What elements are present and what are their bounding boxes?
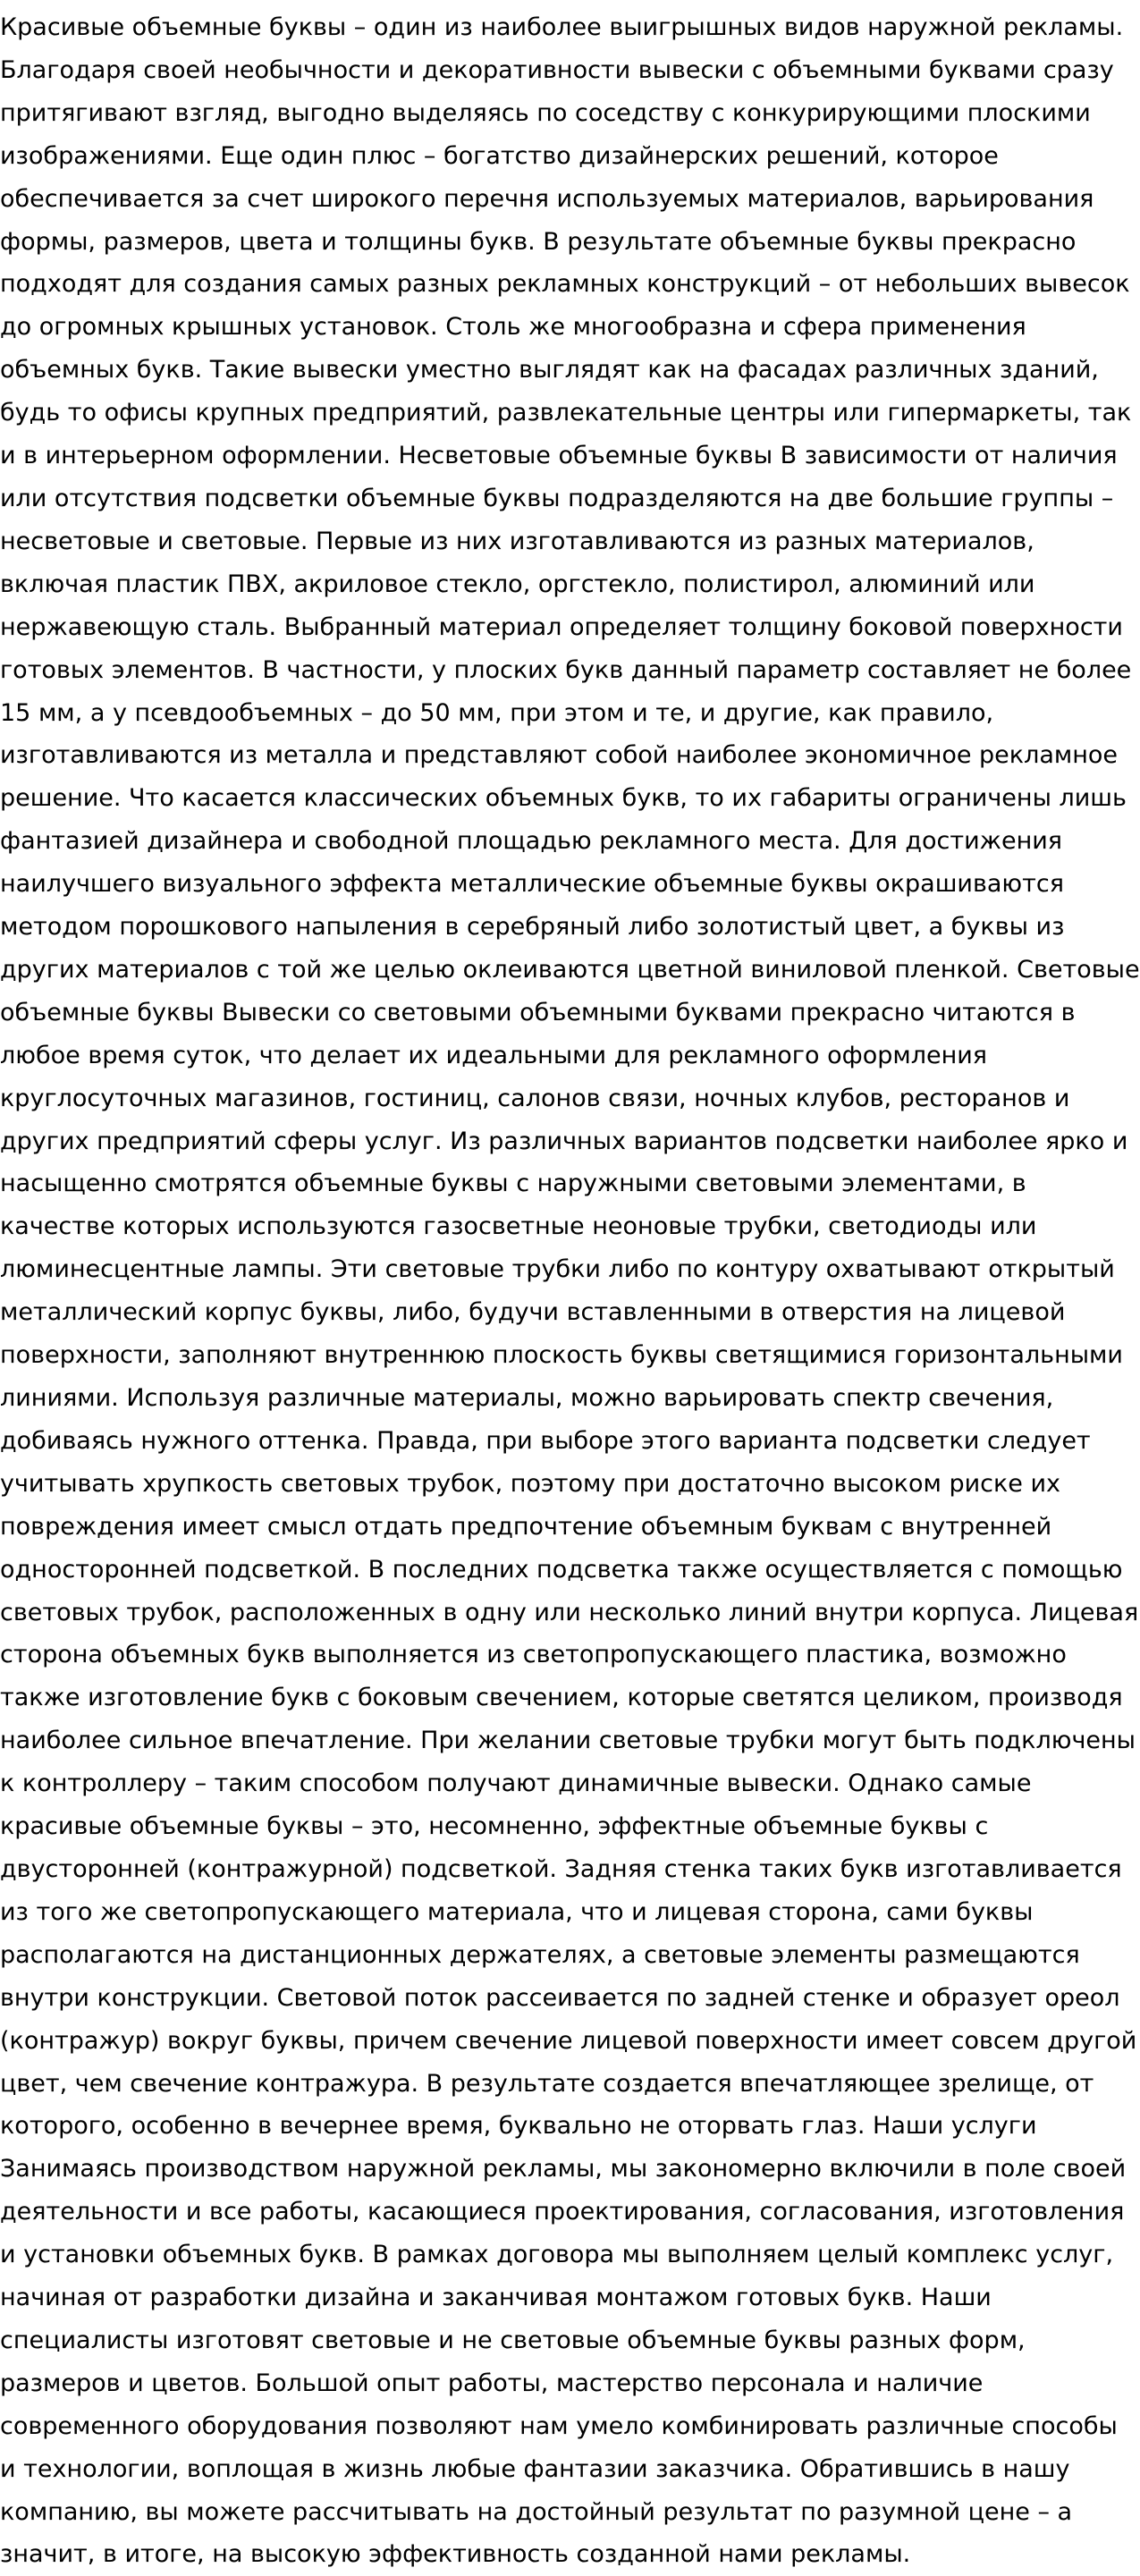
article-text: Красивые объемные буквы – один из наиболее выигрышных видов наружной рекламы. Благодаря своей необычности и декоративности вывески с объемными буквами сразу притягивают взгляд, выгодно выделяясь по соседству с конкурирующими плоскими изображениями. Еще один плюс – богатство дизайнерских решений, которое обеспечивается за счет широкого перечня используемых материалов, варьирования формы, размеров, цвета и толщины букв. В результате объемные буквы прекрасно подходят для создания самых разных рекламных конструкций – от небольших вывесок до огромных крышных установок. Столь же многообразна и сфера применения объемных букв. Такие вывески уместно выглядят как на фасадах различных зданий, будь то офисы крупных предприятий, развлекательные центры или гипермаркеты, так и в интерьерном оформлении. Несветовые объемные буквы В зависимости от наличия или отсутствия подсветки объемные буквы подразделяются на две большие группы – несветовые и световые. Первые из них изготавливаются из разных материалов, включая пластик ПВХ, акриловое стекло, оргстекло, полистирол, алюминий или нержавеющую сталь. Выбранный материал определяет толщину боковой поверхности готовых элементов. В частности, у плоских букв данный параметр составляет не более 15 мм, а у псевдообъемных – до 50 мм, при этом и те, и другие, как правило, изготавливаются из металла и представляют собой наиболее экономичное рекламное решение. Что касается классических объемных букв, то их габариты ограничены лишь фантазией дизайнера и свободной площадью рекламного места. Для достижения наилучшего визуального эффекта металлические объемные буквы окрашиваются методом порошкового напыления в серебряный либо золотистый цвет, а буквы из других материалов с той же целью оклеиваются цветной виниловой пленкой. Световые объемные буквы Вывески со световыми объемными буквами прекрасно читаются в любое время суток, что делает их идеальными для рекламного оформления круглосуточных магазинов, гостиниц, салонов связи, ночных клубов, ресторанов и других предприятий сферы услуг. Из различных вариантов подсветки наиболее ярко и насыщенно смотрятся объемные буквы с наружными световыми элементами, в качестве которых используются газосветные неоновые трубки, светодиоды или люминесцентные лампы. Эти световые трубки либо по контуру охватывают открытый металлический корпус буквы, либо, будучи вставленными в отверстия на лицевой поверхности, заполняют внутреннюю плоскость буквы светящимися горизонтальными линиями. Используя различные материалы, можно варьировать спектр свечения, добиваясь нужного оттенка. Правда, при выборе этого варианта подсветки следует учитывать хрупкость световых трубок, поэтому при достаточно высоком риске их повреждения имеет смысл отдать предпочтение объемным буквам с внутренней односторонней подсветкой. В последних подсветка также осуществляется с помощью световых трубок, расположенных в одну или несколько линий внутри корпуса. Лицевая сторона объемных букв выполняется из светопропускающего пластика, возможно также изготовление букв с боковым свечением, которые светятся целиком, производя наиболее сильное впечатление. При желании световые трубки могут быть подключены к контроллеру – таким способом получают динамичные вывески. Однако самые красивые объемные буквы – это, несомненно, эффектные объемные буквы с двусторонней (контражурной) подсветкой. Задняя стенка таких букв изготавливается из того же светопропускающего материала, что и лицевая сторона, сами буквы располагаются на дистанционных держателях, а световые элементы размещаются внутри конструкции. Световой поток рассеивается по задней стенке и образует ореол (контражур) вокруг буквы, причем свечение лицевой поверхности имеет совсем другой цвет, чем свечение контражура. В результате создается впечатляющее зрелище, от которого, особенно в вечернее время, буквально не оторвать глаз. Наши услуги Занимаясь производством наружной рекламы, мы закономерно включили в поле своей деятельности и все работы, касающиеся проектирования, согласования, изготовления и установки объемных букв. В рамках договора мы выполняем целый комплекс услуг, начиная от разработки дизайна и заканчивая монтажом готовых букв. Наши специалисты изготовят световые и не световые объемные буквы разных форм, размеров и цветов. Большой опыт работы, мастерство персонала и наличие современного оборудования позволяют нам умело комбинировать различные способы и технологии, воплощая в жизнь любые фантазии заказчика. Обратившись в нашу компанию, вы можете рассчитывать на достойный результат по разумной цене – а значит, в итоге, на высокую эффективность созданной нами рекламы. [0, 13, 1140, 2569]
